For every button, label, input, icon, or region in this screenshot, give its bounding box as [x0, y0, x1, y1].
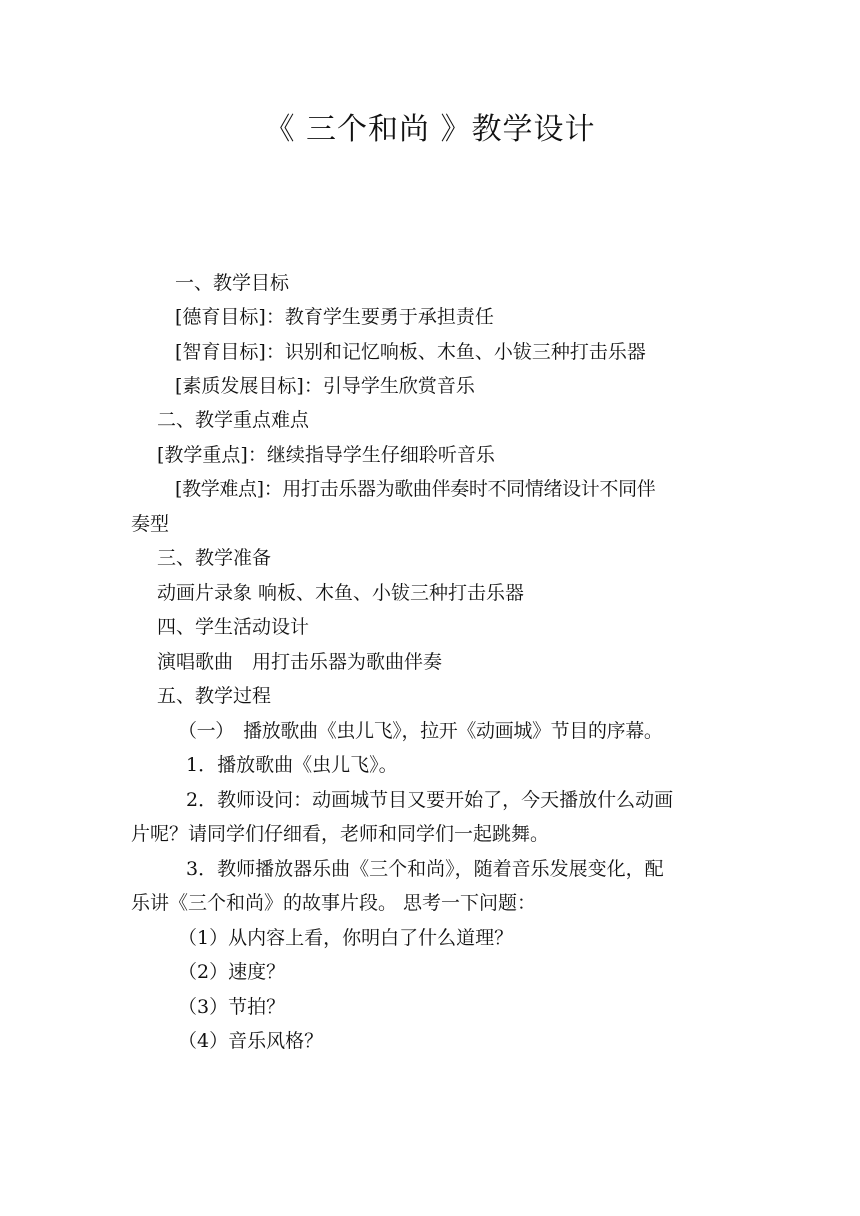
teaching-difficulty-continued: 奏型	[131, 513, 170, 535]
section-heading-preparation: 三、教学准备	[157, 547, 272, 569]
moral-objective: [德育目标]：教育学生要勇于承担责任	[175, 306, 494, 328]
process-item-1: 1．播放歌曲《虫儿飞》。	[186, 754, 398, 776]
activity-description: 演唱歌曲 用打击乐器为歌曲伴奏	[157, 651, 443, 673]
process-step-one: （一） 播放歌曲《虫儿飞》，拉开《动画城》节目的序幕。	[178, 720, 663, 742]
question-2: （2）速度？	[178, 961, 286, 983]
question-1: （1）从内容上看，你明白了什么道理？	[178, 927, 514, 949]
teaching-key-point: [教学重点]：继续指导学生仔细聆听音乐	[157, 444, 495, 466]
process-item-2: 2．教师设问：动画城节目又要开始了，今天播放什么动画	[186, 789, 674, 811]
process-item-3-continued: 乐讲《三个和尚》的故事片段。 思考一下问题：	[131, 892, 537, 914]
intellectual-objective: [智育目标]：识别和记忆响板、木鱼、小钹三种打击乐器	[175, 341, 646, 363]
question-3: （3）节拍？	[178, 996, 286, 1018]
quality-objective: [素质发展目标]：引导学生欣赏音乐	[175, 375, 475, 397]
process-item-3: 3．教师播放器乐曲《三个和尚》，随着音乐发展变化，配	[186, 858, 664, 880]
teaching-difficulty: [教学难点]：用打击乐器为歌曲伴奏时不同情绪设计不同伴	[175, 478, 656, 500]
preparation-materials: 动画片录象 响板、木鱼、小钹三种打击乐器	[157, 582, 525, 604]
section-heading-key-points: 二、教学重点难点	[157, 409, 310, 431]
question-4: （4）音乐风格？	[178, 1030, 324, 1052]
process-item-2-continued: 片呢？请同学们仔细看，老师和同学们一起跳舞。	[131, 823, 550, 845]
section-heading-objectives: 一、教学目标	[175, 272, 290, 294]
section-heading-activities: 四、学生活动设计	[157, 616, 310, 638]
document-title: 《 三个和尚 》教学设计	[264, 112, 596, 147]
section-heading-process: 五、教学过程	[157, 685, 272, 707]
